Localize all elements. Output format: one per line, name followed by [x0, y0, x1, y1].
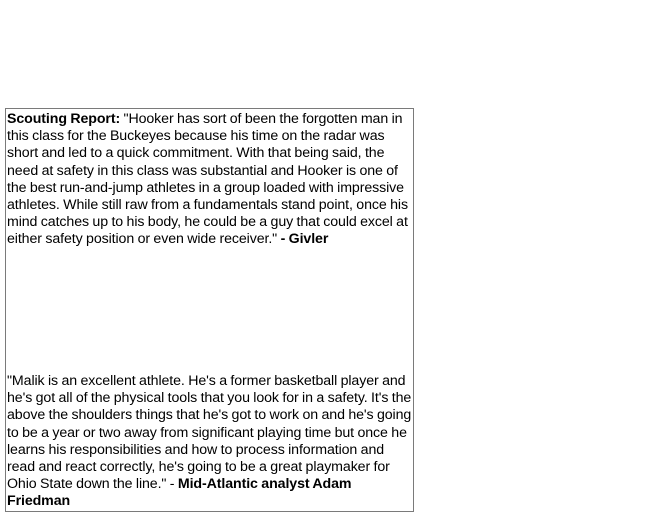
givler-attribution: - Givler [280, 231, 329, 248]
scouting-report-quote-givler [7, 111, 413, 249]
givler-quote-text: "Hooker has sort of been the forgotten man in this class for the Buckeyes because his time on the radar was short and led to a quick commitment. With that being said, the need at safety in this class was substantial and Hooker is one of the best run-and-jump athletes in a group loaded with impressive athletes. While still raw from a fundamentals stand point, once his mind catches up to his body, he could be a guy that could excel at either safety position or even wide receiver." [7, 111, 408, 248]
friedman-attribution: Mid-Atlantic analyst Adam Friedman [7, 476, 352, 510]
scouting-report-label: Scouting Report: [7, 111, 121, 127]
scouting-report-box [5, 108, 414, 512]
scouting-report-quote-friedman [7, 373, 413, 511]
friedman-quote-text: "Malik is an excellent athlete. He's a former basketball player and he's got all of the physical tools that you look for in a safety. It's the above the shoulders things that he's got to work on and he's going to be a year or two away from significant playing time but once he learns his responsibilities and how to process information and read and react correctly, he's going to be a great playmaker for Ohio State down the line." - [7, 373, 412, 493]
